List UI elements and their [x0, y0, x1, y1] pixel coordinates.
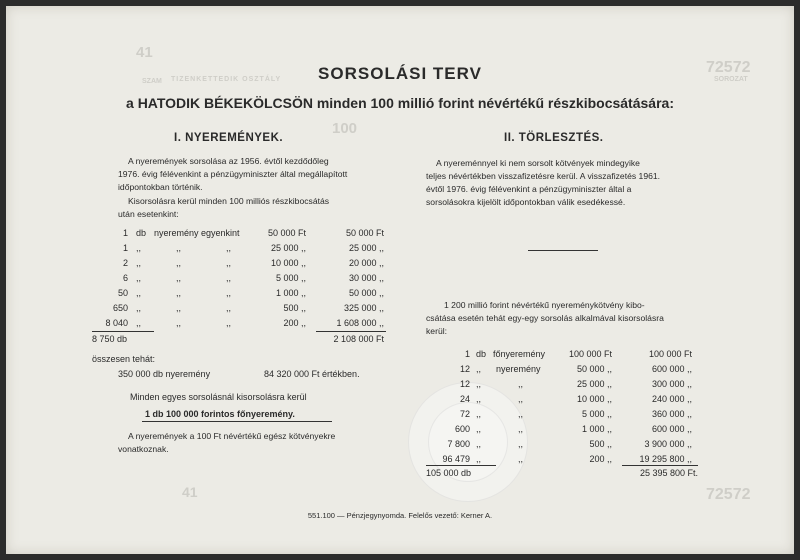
row-unit: ,, — [476, 394, 482, 404]
section2-para2 — [426, 299, 664, 338]
row-count: 12 — [459, 379, 470, 389]
row-total: 600 000 ,, — [651, 424, 692, 434]
row-total: 360 000 ,, — [651, 409, 692, 419]
row-label2: ,, — [226, 243, 232, 253]
row-label: ,, — [518, 439, 524, 449]
ghost-number-bottom-left: 41 — [182, 484, 198, 500]
overall-count: 350 000 db nyeremény — [118, 369, 211, 379]
row-each: 50 000 Ft — [267, 228, 306, 238]
row-total: 300 000 ,, — [651, 379, 692, 389]
s2-para-line4: sorsolásokra kijelölt időpontokban válik esedékessé. — [426, 197, 626, 207]
row-unit: ,, — [136, 273, 142, 283]
row-label: ,, — [518, 379, 524, 389]
para1-line2: 1976. évig félévenkint a pénzügyminiszter által megállapított — [118, 169, 348, 179]
row-count: 6 — [122, 273, 128, 283]
row-each: 5 000 ,, — [581, 409, 612, 419]
row-count: 8 040 — [105, 318, 128, 328]
row-label: ,, — [518, 454, 524, 464]
row-each: 50 000 ,, — [576, 364, 612, 374]
row-each: 1 000 ,, — [275, 288, 306, 298]
note-line2: vonatkoznak. — [118, 444, 169, 454]
row-count: 1 — [122, 228, 128, 238]
row-each: 100 000 Ft — [568, 349, 612, 359]
separator-line — [528, 250, 598, 251]
row-total: 600 000 ,, — [651, 364, 692, 374]
row-each: 500 ,, — [589, 439, 612, 449]
row-unit: db — [476, 349, 487, 359]
row-label: ,, — [518, 424, 524, 434]
section1-para2 — [118, 195, 329, 221]
s2-para-line3: évtől 1976. évig félévenkint a pénzügyminiszter által a — [426, 184, 632, 194]
row-count: 650 — [112, 303, 128, 313]
row-unit: ,, — [476, 439, 482, 449]
row-label: ,, — [176, 258, 182, 268]
row-label: nyeremény — [496, 364, 541, 374]
section1-note — [118, 430, 335, 456]
ghost-small-left: SZAM — [142, 78, 162, 85]
row-total: 19 295 800 ,, — [639, 454, 692, 464]
sum-rule-left-2 — [426, 465, 496, 466]
section1-para1 — [118, 155, 347, 194]
s2-para-line1: A nyereménnyel ki nem sorsolt kötvények mindegyike — [436, 158, 640, 168]
para1-line3: időpontokban történik. — [118, 182, 203, 192]
row-label: főnyeremény — [493, 349, 546, 359]
row-each: 200 ,, — [589, 454, 612, 464]
row-label: ,, — [176, 273, 182, 283]
row-label: ,, — [518, 409, 524, 419]
row-total: 20 000 ,, — [348, 258, 384, 268]
row-count: 24 — [459, 394, 470, 404]
row-label2: egyenkint — [201, 228, 240, 238]
s2-para2-line2: csátása esetén tehát egy-egy sorsolás alkalmával kisorsolásra — [426, 313, 664, 323]
sum-rule-right-2 — [622, 465, 698, 466]
row-count: 50 — [117, 288, 128, 298]
row-total: 100 000 Ft — [648, 349, 692, 359]
row-total: 50 000 Ft — [345, 228, 384, 238]
row-label2: ,, — [226, 288, 232, 298]
sum-total-2: 25 395 800 Ft. — [639, 468, 698, 478]
row-total: 30 000 ,, — [348, 273, 384, 283]
row-unit: ,, — [136, 258, 142, 268]
row-total: 325 000 ,, — [343, 303, 384, 313]
row-label: nyeremény — [154, 228, 199, 238]
row-count: 12 — [459, 364, 470, 374]
page-subtitle: a HATODIK BÉKEKÖLCSÖN minden 100 millió forint névértékű részkibocsátására: — [126, 95, 674, 111]
row-total: 3 900 000 ,, — [644, 439, 692, 449]
main-prize-line1: Minden egyes sorsolásnál kisorsolásra kerül — [130, 392, 307, 402]
section1-heading: I. NYEREMÉNYEK. — [174, 132, 284, 144]
s2-para2-line1: 1 200 millió forint névértékű nyereménykötvény kibo- — [444, 300, 645, 310]
row-unit: ,, — [136, 303, 142, 313]
row-unit: ,, — [136, 318, 142, 328]
osszesen-label: összesen tehát: — [92, 354, 156, 364]
ghost-center-number: 100 — [332, 120, 358, 137]
note-line1: A nyeremények a 100 Ft névértékű egész kötvényekre — [128, 431, 336, 441]
row-unit: db — [136, 228, 147, 238]
printer-footer: 551.100 — Pénzjegynyomda. Felelős vezető: Kerner A. — [307, 511, 493, 520]
row-label: ,, — [176, 288, 182, 298]
ghost-number-left: 41 — [136, 44, 153, 61]
row-unit: ,, — [136, 243, 142, 253]
row-each: 10 000 ,, — [576, 394, 612, 404]
row-count: 600 — [454, 424, 470, 434]
row-each: 500 ,, — [283, 303, 306, 313]
row-unit: ,, — [476, 364, 482, 374]
row-label2: ,, — [226, 258, 232, 268]
section2-para — [426, 157, 660, 209]
row-count: 96 479 — [442, 454, 470, 464]
sum-total: 2 108 000 Ft — [333, 334, 384, 344]
row-each: 5 000 ,, — [275, 273, 306, 283]
row-unit: ,, — [136, 288, 142, 298]
row-label: ,, — [176, 243, 182, 253]
row-unit: ,, — [476, 424, 482, 434]
main-prize-line2: 1 db 100 000 forintos főnyeremény. — [145, 409, 295, 419]
row-each: 1 000 ,, — [581, 424, 612, 434]
row-label2: ,, — [226, 273, 232, 283]
row-label: ,, — [176, 318, 182, 328]
row-each: 25 000 ,, — [270, 243, 306, 253]
row-label: ,, — [518, 394, 524, 404]
main-prize-underline — [142, 421, 332, 422]
row-unit: ,, — [476, 454, 482, 464]
row-total: 25 000 ,, — [348, 243, 384, 253]
row-each: 25 000 ,, — [576, 379, 612, 389]
page-title: SORSOLÁSI TERV — [318, 64, 482, 83]
sum-count: 8 750 db — [92, 334, 128, 344]
ghost-label-left: TIZENKETTEDIK OSZTÁLY — [171, 76, 282, 83]
sum-rule-left — [92, 331, 154, 332]
document-page — [6, 6, 794, 554]
row-total: 1 608 000 ,, — [336, 318, 384, 328]
ghost-number-bottom-right: 72572 — [706, 486, 751, 503]
row-count: 1 — [464, 349, 470, 359]
s2-para2-line3: kerül: — [426, 326, 448, 336]
section2-heading: II. TÖRLESZTÉS. — [504, 132, 604, 144]
row-total: 50 000 ,, — [348, 288, 384, 298]
row-count: 7 800 — [447, 439, 470, 449]
para2-line1: Kisorsolásra kerül minden 100 milliós részkibocsátás — [128, 196, 330, 206]
ghost-small-right: SOROZAT — [714, 76, 748, 83]
row-each: 200 ,, — [283, 318, 306, 328]
row-total: 240 000 ,, — [651, 394, 692, 404]
row-each: 10 000 ,, — [270, 258, 306, 268]
row-count: 2 — [122, 258, 128, 268]
sum-rule-right — [316, 331, 386, 332]
row-count: 1 — [122, 243, 128, 253]
row-label2: ,, — [226, 318, 232, 328]
para2-line2: után esetenkint: — [118, 209, 179, 219]
sum-count-2: 105 000 db — [426, 468, 472, 478]
row-label: ,, — [176, 303, 182, 313]
row-unit: ,, — [476, 379, 482, 389]
para1-line1: A nyeremények sorsolása az 1956. évtől kezdődőleg — [128, 156, 329, 166]
row-count: 72 — [459, 409, 470, 419]
ghost-number-right: 72572 — [706, 59, 751, 76]
row-label2: ,, — [226, 303, 232, 313]
row-unit: ,, — [476, 409, 482, 419]
overall-value: 84 320 000 Ft értékben. — [264, 369, 360, 379]
s2-para-line2: teljes névértékben visszafizetésre kerül. A visszafizetés 1961. — [426, 171, 661, 181]
